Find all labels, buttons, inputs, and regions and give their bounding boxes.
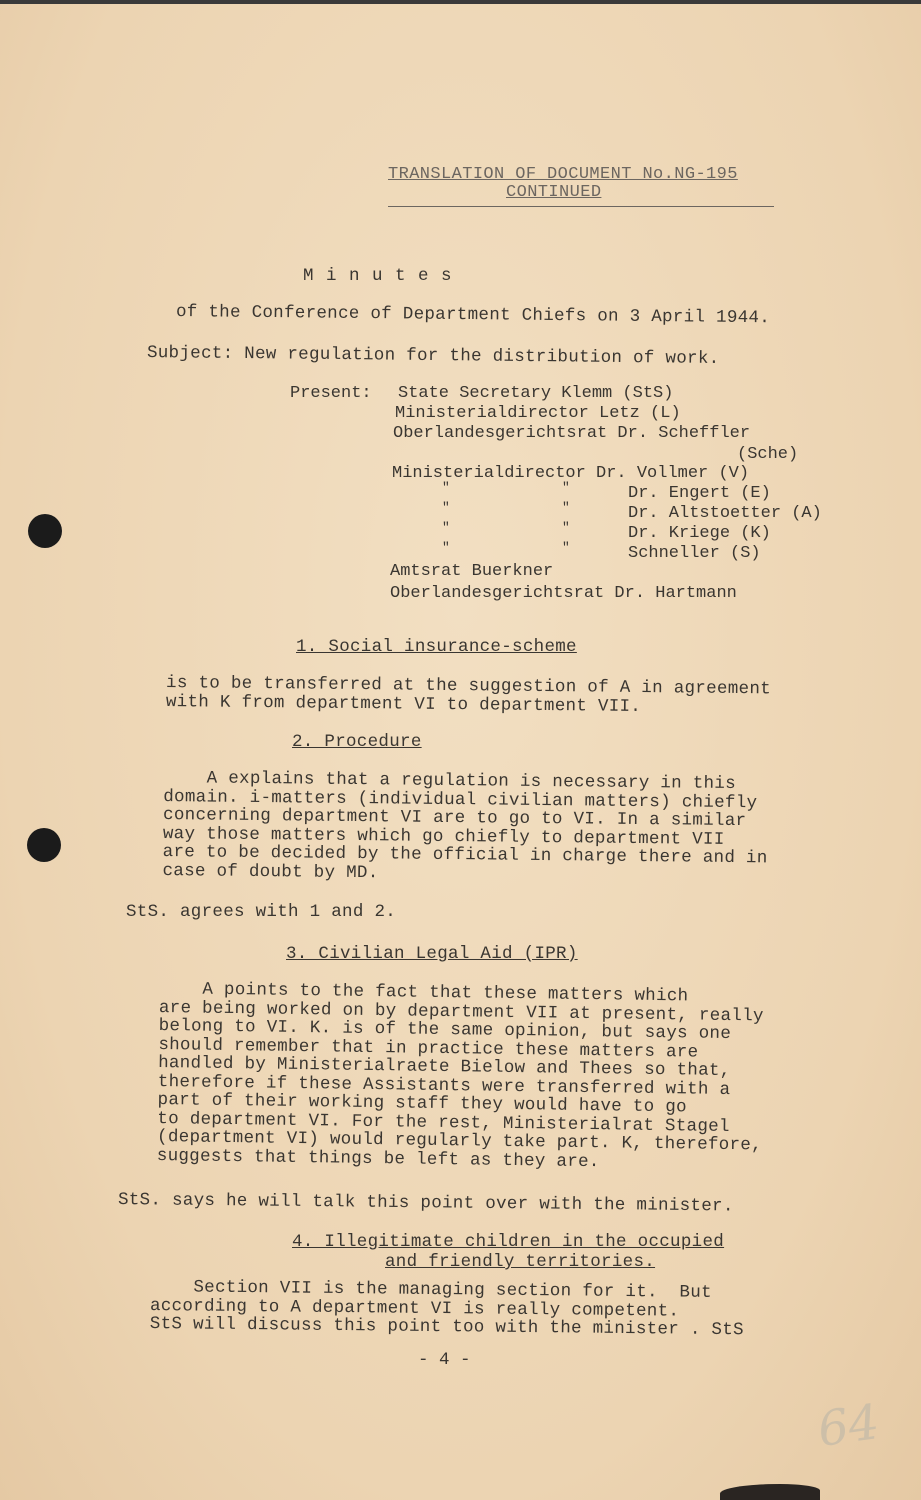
section-3-body: A points to the fact that these matters which are being worked on by department VII at present, really belong to VI. K. is of the same opinion, but says one should remember that in practice these matters are handled by Ministerialraete Bielow and Thees so that, therefore if these Assistants were transferred with a part of their working staff they would have to go to department VI. For the rest, Ministerialrat Stagel (department VI) would regularly take part. K, therefore, suggests that things be left as they are.: [156, 979, 764, 1172]
section-4-body: Section VII is the managing section for it. But according to A department VI is really competent. StS will discuss this point too with the minister . StS: [149, 1277, 744, 1341]
ditto-mark: ": [562, 500, 570, 515]
ditto-mark: ": [562, 480, 570, 495]
attendee-line: (Sche): [737, 445, 799, 464]
scan-edge-blot: [720, 1484, 820, 1500]
section-2-body: A explains that a regulation is necessary in this domain. i-matters (individual civilian matters) chiefly concerning department VI are to go to VI. In a similar way those matters which go chiefly to department VII are to be decided by the official in charge there and in case of doubt by MD.: [162, 768, 768, 883]
header-line-1: TRANSLATION OF DOCUMENT No.NG-195: [388, 165, 738, 184]
section-3-heading: 3. Civilian Legal Aid (IPR): [286, 944, 578, 964]
punch-hole: [27, 828, 61, 862]
attendee-line: Oberlandesgerichtsrat Dr. Hartmann: [390, 584, 737, 603]
header-line-2: CONTINUED: [506, 183, 602, 202]
section-1-body: is to be transferred at the suggestion of A in agreement with K from department VI to department VII.: [165, 673, 772, 717]
section-2-heading: 2. Procedure: [292, 732, 422, 752]
attendee-line: Oberlandesgerichtsrat Dr. Scheffler: [393, 424, 751, 443]
header-rule: [388, 206, 774, 207]
section-4-heading-line-2: and friendly territories.: [385, 1252, 656, 1272]
attendee-line: Dr. Altstoetter (A): [628, 504, 822, 523]
ditto-mark: ": [442, 500, 450, 515]
section-1-heading: 1. Social insurance-scheme: [296, 637, 577, 657]
ditto-mark: ": [442, 480, 450, 495]
sts-agrees-line: StS. agrees with 1 and 2.: [126, 902, 397, 922]
subject-line: Subject: New regulation for the distribution of work.: [146, 343, 720, 369]
pencil-page-mark: 64: [814, 1394, 883, 1458]
scan-edge: [0, 0, 921, 4]
document-header: [388, 166, 774, 207]
attendee-line: State Secretary Klemm (StS): [398, 384, 674, 403]
minutes-title: M i n u t e s: [303, 266, 453, 286]
ditto-mark: ": [562, 540, 570, 555]
ditto-mark: ": [442, 540, 450, 555]
present-label: Present:: [290, 384, 372, 403]
page-number: - 4 -: [418, 1350, 471, 1370]
ditto-mark: ": [442, 520, 450, 535]
attendee-line: Ministerialdirector Dr. Vollmer (V): [392, 464, 750, 483]
attendee-line: Dr. Engert (E): [628, 484, 771, 503]
conference-line: of the Conference of Department Chiefs on 3 April 1944.: [175, 302, 771, 329]
attendee-line: Ministerialdirector Letz (L): [395, 404, 681, 423]
section-4-heading-line-1: 4. Illegitimate children in the occupied: [292, 1232, 725, 1252]
ditto-mark: ": [562, 520, 570, 535]
attendee-line: Schneller (S): [628, 544, 761, 563]
attendee-line: Dr. Kriege (K): [628, 524, 771, 543]
attendee-line: Amtsrat Buerkner: [390, 562, 554, 581]
punch-hole: [28, 514, 62, 548]
sts-says-line: StS. says he will talk this point over with the minister.: [117, 1190, 734, 1217]
